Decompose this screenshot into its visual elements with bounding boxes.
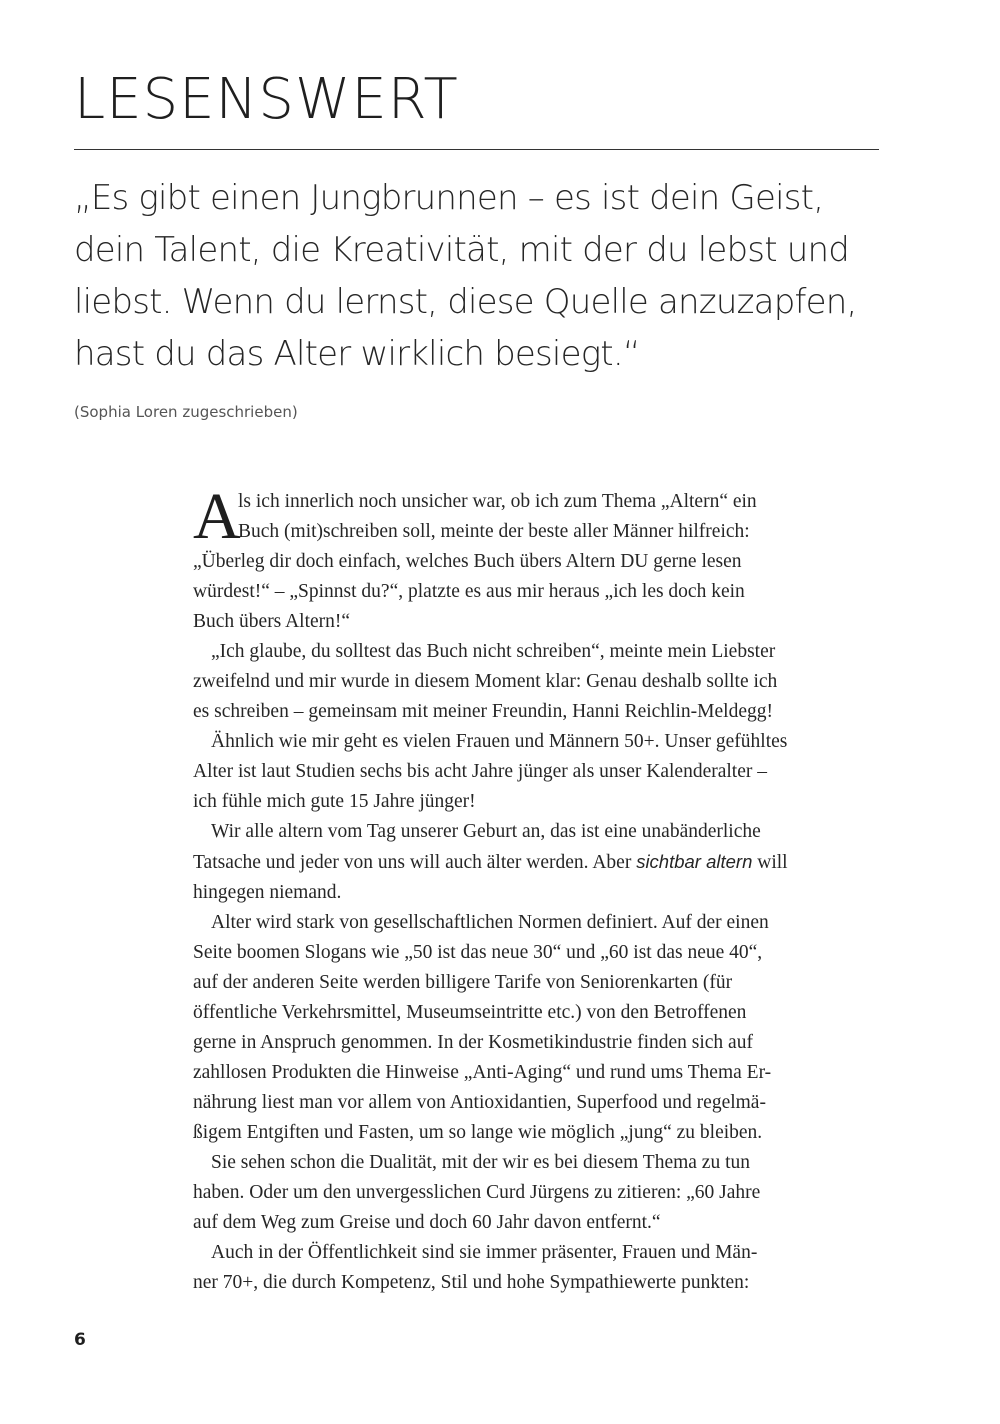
text-line: hingegen niemand. xyxy=(193,882,342,903)
text-line: gerne in Anspruch genommen. In der Kosmetikindustrie finden sich auf xyxy=(193,1032,753,1053)
text-line: Buch übers Altern!“ xyxy=(193,611,351,632)
text-line: „Überleg dir doch einfach, welches Buch übers Altern DU gerne lesen xyxy=(193,551,742,572)
quote-line: liebst. Wenn du lernst, diese Quelle anzuzapfen, xyxy=(74,282,857,322)
text-line: zahllosen Produkten die Hinweise „Anti-Aging“ und rund ums Thema Er- xyxy=(193,1062,772,1083)
quote-line: hast du das Alter wirklich besiegt.“ xyxy=(74,334,640,374)
text-line: Buch (mit)schreiben soll, meinte der beste aller Männer hilfreich: xyxy=(238,521,750,542)
quote-line: dein Talent, die Kreativität, mit der du lebst und xyxy=(74,230,850,270)
quote-attribution: (Sophia Loren zugeschrieben) xyxy=(74,403,298,421)
text-line: „Ich glaube, du solltest das Buch nicht schreiben“, meinte mein Liebster xyxy=(211,641,776,662)
emphasis-text: sichtbar altern xyxy=(636,851,753,872)
text-line: auf der anderen Seite werden billigere Tarife von Seniorenkarten (für xyxy=(193,972,733,993)
quote-line: „Es gibt einen Jungbrunnen – es ist dein Geist, xyxy=(74,178,824,218)
text-line: ßigem Entgiften und Fasten, um so lange wie möglich „jung“ zu bleiben. xyxy=(193,1122,763,1143)
text-line: zweifelnd und mir wurde in diesem Moment klar: Genau deshalb sollte ich xyxy=(193,671,778,692)
text-line: es schreiben – gemeinsam mit meiner Freundin, Hanni Reichlin-Meldegg! xyxy=(193,701,773,722)
text-line: Auch in der Öffentlichkeit sind sie immer präsenter, Frauen und Män- xyxy=(211,1242,758,1263)
text-line: Wir alle altern vom Tag unserer Geburt an, das ist eine unabänderliche xyxy=(211,821,761,842)
text-line: Alter wird stark von gesellschaftlichen Normen definiert. Auf der einen xyxy=(211,912,769,933)
text-line: auf dem Weg zum Greise und doch 60 Jahr davon entfernt.“ xyxy=(193,1212,661,1233)
body-text xyxy=(193,480,843,1298)
text-line: Seite boomen Slogans wie „50 ist das neue 30“ und „60 ist das neue 40“, xyxy=(193,942,763,963)
text-segment: Tatsache und jeder von uns will auch älter werden. Aber xyxy=(193,852,637,873)
text-line: würdest!“ – „Spinnst du?“, platzte es aus mir heraus „ich les doch kein xyxy=(193,581,745,602)
text-line: öffentliche Verkehrsmittel, Museumseintritte etc.) von den Betroffenen xyxy=(193,1002,747,1023)
text-line: haben. Oder um den unvergesslichen Curd Jürgens zu zitieren: „60 Jahre xyxy=(193,1182,761,1203)
text-line: ner 70+, die durch Kompetenz, Stil und hohe Sympathiewerte punkten: xyxy=(193,1272,750,1293)
page-title: LESENSWERT xyxy=(74,67,459,132)
text-segment: will xyxy=(752,852,788,873)
pull-quote xyxy=(74,172,894,380)
drop-cap: A xyxy=(193,480,241,553)
text-line: Sie sehen schon die Dualität, mit der wir es bei diesem Thema zu tun xyxy=(211,1152,751,1173)
text-line: ls ich innerlich noch unsicher war, ob ich zum Thema „Altern“ ein xyxy=(238,491,757,512)
text-line: ich fühle mich gute 15 Jahre jünger! xyxy=(193,791,476,812)
page-number: 6 xyxy=(74,1330,86,1350)
text-line xyxy=(193,847,843,878)
text-line: Ähnlich wie mir geht es vielen Frauen und Männern 50+. Unser gefühltes xyxy=(211,731,788,752)
text-line: Alter ist laut Studien sechs bis acht Jahre jünger als unser Kalenderalter – xyxy=(193,761,767,782)
title-divider xyxy=(74,149,879,150)
text-line: nährung liest man vor allem von Antioxidantien, Superfood und regelmä- xyxy=(193,1092,766,1113)
